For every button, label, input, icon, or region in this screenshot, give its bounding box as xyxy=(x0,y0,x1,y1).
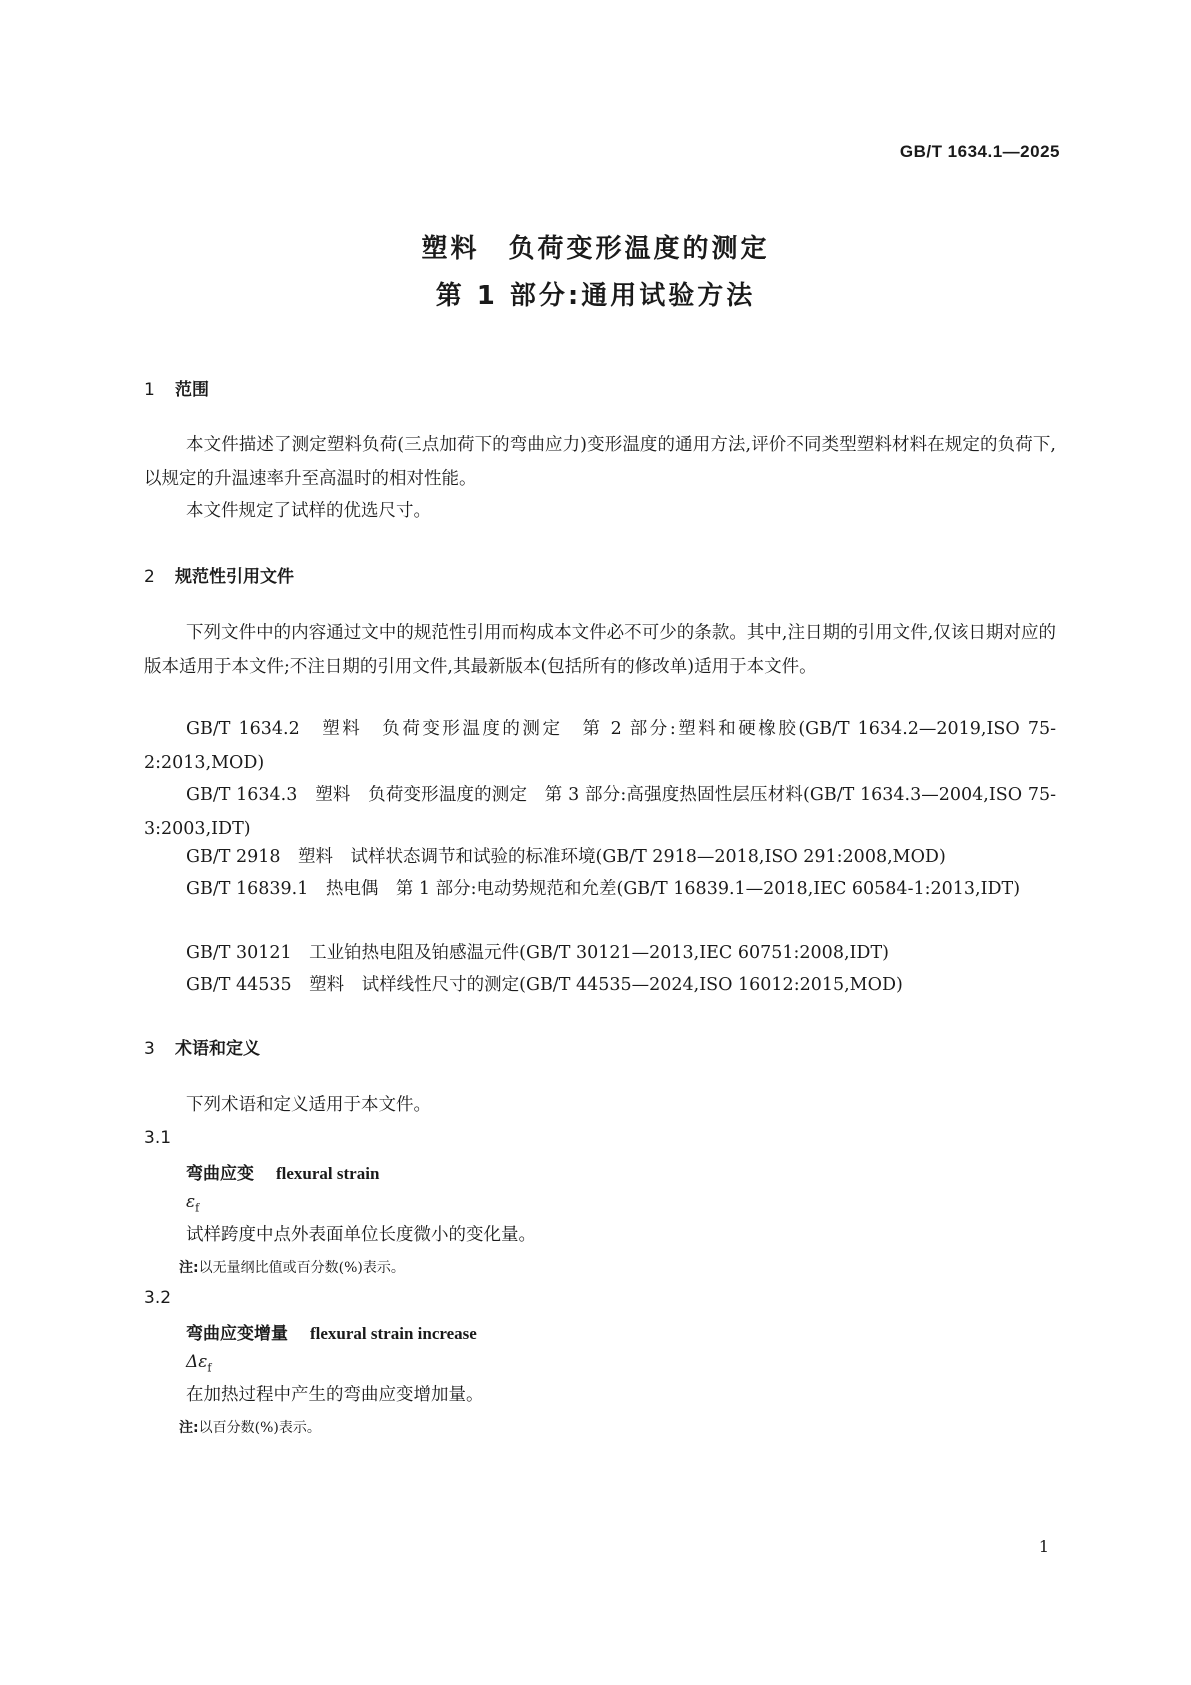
section-title: 范围 xyxy=(175,380,209,400)
section-number: 3 xyxy=(144,1039,155,1059)
document-number: GB/T 1634.1—2025 xyxy=(899,142,1060,161)
term-zh: 弯曲应变 xyxy=(186,1164,254,1184)
section-1-heading xyxy=(144,375,209,400)
reference-item: GB/T 44535 塑料 试样线性尺寸的测定(GB/T 44535—2024,ISO 16012:2015,MOD) xyxy=(186,975,903,995)
term-number: 3.2 xyxy=(144,1288,172,1308)
term-number: 3.1 xyxy=(144,1128,172,1148)
note-label: 注: xyxy=(179,1420,199,1436)
term-en: flexural strain increase xyxy=(310,1324,477,1343)
note-label: 注: xyxy=(179,1260,199,1276)
term-zh: 弯曲应变增量 xyxy=(186,1324,288,1344)
page-number: 1 xyxy=(1038,1537,1049,1556)
title-line-2: 第 1 部分:通用试验方法 xyxy=(435,281,756,311)
scope-paragraph-1: 本文件描述了测定塑料负荷(三点加荷下的弯曲应力)变形温度的通用方法,评价不同类型塑料材料在规定的负荷下,以规定的升温速率升至高温时的相对性能。 xyxy=(144,435,1056,489)
term-definition: 试样跨度中点外表面单位长度微小的变化量。 xyxy=(186,1225,536,1245)
title-line-1: 塑料 负荷变形温度的测定 xyxy=(421,234,770,264)
term-note xyxy=(179,1417,321,1437)
term-definition: 在加热过程中产生的弯曲应变增加量。 xyxy=(186,1385,484,1405)
terms-intro: 下列术语和定义适用于本文件。 xyxy=(186,1095,431,1115)
section-2-heading xyxy=(144,562,294,587)
term-symbol xyxy=(186,1192,199,1214)
note-text: 以无量纲比值或百分数(%)表示。 xyxy=(198,1260,405,1276)
term-note xyxy=(179,1257,405,1277)
section-number: 2 xyxy=(144,567,155,587)
term-en: flexural strain xyxy=(276,1164,380,1183)
symbol-base: Δε xyxy=(186,1352,208,1372)
reference-item: GB/T 1634.3 塑料 负荷变形温度的测定 第 3 部分:高强度热固性层压材料(GB/T 1634.3—2004,ISO 75-3:2003,IDT) xyxy=(144,785,1056,839)
section-number: 1 xyxy=(144,380,155,400)
term-name xyxy=(186,1159,379,1184)
scope-paragraph-2: 本文件规定了试样的优选尺寸。 xyxy=(186,501,431,521)
reference-item: GB/T 30121 工业铂热电阻及铂感温元件(GB/T 30121—2013,IEC 60751:2008,IDT) xyxy=(186,943,889,963)
section-title: 规范性引用文件 xyxy=(175,567,294,587)
note-text: 以百分数(%)表示。 xyxy=(198,1420,321,1436)
symbol-base: ε xyxy=(186,1192,196,1212)
term-name xyxy=(186,1319,477,1344)
section-title: 术语和定义 xyxy=(175,1039,260,1059)
reference-item: GB/T 1634.2 塑料 负荷变形温度的测定 第 2 部分:塑料和硬橡胶(GB/T 1634.2—2019,ISO 75-2:2013,MOD) xyxy=(144,719,1056,773)
section-3-heading xyxy=(144,1034,260,1059)
symbol-subscript: f xyxy=(195,1201,200,1215)
symbol-subscript: f xyxy=(207,1361,212,1375)
reference-item: GB/T 16839.1 热电偶 第 1 部分:电动势规范和允差(GB/T 16839.1—2018,IEC 60584-1:2013,IDT) xyxy=(186,879,1021,899)
term-symbol xyxy=(186,1352,211,1374)
reference-item: GB/T 2918 塑料 试样状态调节和试验的标准环境(GB/T 2918—2018,ISO 291:2008,MOD) xyxy=(186,847,946,867)
references-intro: 下列文件中的内容通过文中的规范性引用而构成本文件必不可少的条款。其中,注日期的引用文件,仅该日期对应的版本适用于本文件;不注日期的引用文件,其最新版本(包括所有的修改单)适用于本文件。 xyxy=(144,623,1056,677)
